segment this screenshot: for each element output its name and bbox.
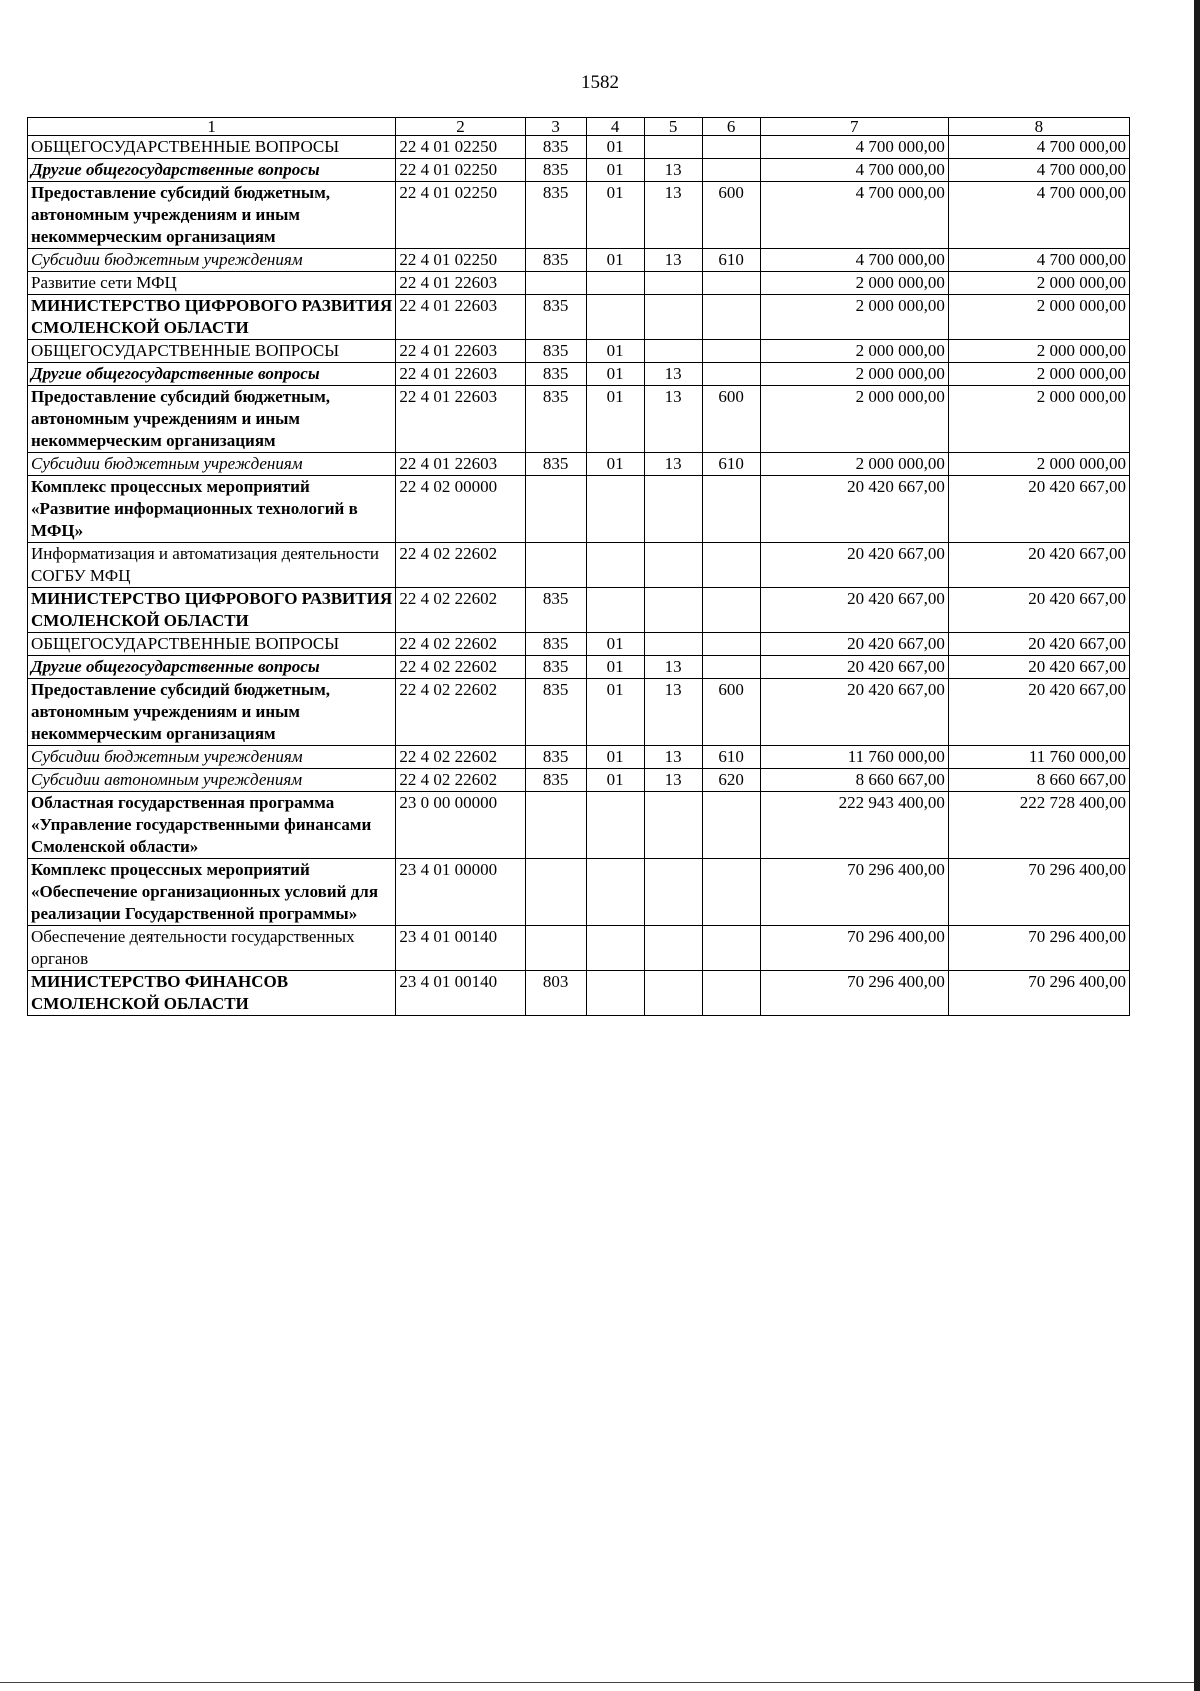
target-article-code: 22 4 01 02250 xyxy=(396,182,525,249)
ministry-code xyxy=(525,926,586,971)
amount-year-1: 2 000 000,00 xyxy=(760,340,948,363)
target-article-code: 22 4 01 22603 xyxy=(396,272,525,295)
table-row xyxy=(28,792,1130,859)
target-article-code: 22 4 01 22603 xyxy=(396,386,525,453)
amount-year-1: 20 420 667,00 xyxy=(760,633,948,656)
table-row xyxy=(28,859,1130,926)
table-row xyxy=(28,588,1130,633)
row-name: МИНИСТЕРСТВО ЦИФРОВОГО РАЗВИТИЯ СМОЛЕНСКОЙ ОБЛАСТИ xyxy=(28,295,396,340)
row-name: Предоставление субсидий бюджетным, автономным учреждениям и иным некоммерческим организациям xyxy=(28,679,396,746)
row-name: МИНИСТЕРСТВО ЦИФРОВОГО РАЗВИТИЯ СМОЛЕНСКОЙ ОБЛАСТИ xyxy=(28,588,396,633)
budget-table xyxy=(27,117,1130,1016)
amount-year-2: 2 000 000,00 xyxy=(948,340,1129,363)
column-header: 6 xyxy=(702,118,760,136)
expense-type-code xyxy=(702,363,760,386)
table-row xyxy=(28,453,1130,476)
section-code xyxy=(586,543,644,588)
table-row xyxy=(28,159,1130,182)
amount-year-2: 2 000 000,00 xyxy=(948,363,1129,386)
ministry-code: 835 xyxy=(525,159,586,182)
table-row xyxy=(28,746,1130,769)
expense-type-code xyxy=(702,272,760,295)
target-article-code: 22 4 01 22603 xyxy=(396,363,525,386)
amount-year-1: 20 420 667,00 xyxy=(760,543,948,588)
table-body xyxy=(28,136,1130,1016)
subsection-code: 13 xyxy=(644,386,702,453)
amount-year-2: 20 420 667,00 xyxy=(948,679,1129,746)
amount-year-1: 8 660 667,00 xyxy=(760,769,948,792)
target-article-code: 22 4 02 22602 xyxy=(396,656,525,679)
subsection-code: 13 xyxy=(644,453,702,476)
subsection-code xyxy=(644,272,702,295)
row-name: ОБЩЕГОСУДАРСТВЕННЫЕ ВОПРОСЫ xyxy=(28,136,396,159)
expense-type-code xyxy=(702,859,760,926)
row-name: Субсидии бюджетным учреждениям xyxy=(28,453,396,476)
ministry-code: 835 xyxy=(525,295,586,340)
table-row xyxy=(28,363,1130,386)
subsection-code xyxy=(644,340,702,363)
subsection-code: 13 xyxy=(644,159,702,182)
amount-year-1: 2 000 000,00 xyxy=(760,386,948,453)
target-article-code: 22 4 01 22603 xyxy=(396,453,525,476)
subsection-code xyxy=(644,295,702,340)
section-code xyxy=(586,295,644,340)
row-name: Комплекс процессных мероприятий «Обеспечение организационных условий для реализации Государственной программы» xyxy=(28,859,396,926)
ministry-code: 835 xyxy=(525,588,586,633)
amount-year-2: 4 700 000,00 xyxy=(948,136,1129,159)
expense-type-code xyxy=(702,633,760,656)
amount-year-2: 2 000 000,00 xyxy=(948,272,1129,295)
section-code xyxy=(586,272,644,295)
ministry-code: 835 xyxy=(525,769,586,792)
target-article-code: 22 4 02 22602 xyxy=(396,769,525,792)
table-row xyxy=(28,679,1130,746)
table-row xyxy=(28,543,1130,588)
target-article-code: 23 4 01 00140 xyxy=(396,971,525,1016)
scan-bottom-line xyxy=(0,1682,1194,1683)
ministry-code: 835 xyxy=(525,386,586,453)
subsection-code xyxy=(644,859,702,926)
amount-year-1: 70 296 400,00 xyxy=(760,926,948,971)
amount-year-2: 2 000 000,00 xyxy=(948,295,1129,340)
row-name: Комплекс процессных мероприятий «Развитие информационных технологий в МФЦ» xyxy=(28,476,396,543)
table-row xyxy=(28,926,1130,971)
expense-type-code: 600 xyxy=(702,386,760,453)
amount-year-2: 70 296 400,00 xyxy=(948,971,1129,1016)
page-number: 1582 xyxy=(581,72,619,93)
section-code xyxy=(586,971,644,1016)
table-header-row xyxy=(28,118,1130,136)
amount-year-1: 70 296 400,00 xyxy=(760,971,948,1016)
section-code xyxy=(586,859,644,926)
target-article-code: 22 4 01 02250 xyxy=(396,249,525,272)
subsection-code xyxy=(644,926,702,971)
table-row xyxy=(28,769,1130,792)
target-article-code: 22 4 02 22602 xyxy=(396,746,525,769)
section-code: 01 xyxy=(586,386,644,453)
row-name: Другие общегосударственные вопросы xyxy=(28,159,396,182)
expense-type-code xyxy=(702,543,760,588)
subsection-code: 13 xyxy=(644,656,702,679)
section-code: 01 xyxy=(586,340,644,363)
table-row xyxy=(28,656,1130,679)
ministry-code: 835 xyxy=(525,340,586,363)
column-header: 8 xyxy=(948,118,1129,136)
subsection-code: 13 xyxy=(644,249,702,272)
section-code: 01 xyxy=(586,182,644,249)
subsection-code xyxy=(644,588,702,633)
column-header: 5 xyxy=(644,118,702,136)
subsection-code xyxy=(644,792,702,859)
row-name: Субсидии бюджетным учреждениям xyxy=(28,249,396,272)
table-row xyxy=(28,340,1130,363)
amount-year-2: 20 420 667,00 xyxy=(948,588,1129,633)
amount-year-2: 20 420 667,00 xyxy=(948,656,1129,679)
column-header: 4 xyxy=(586,118,644,136)
table-row xyxy=(28,476,1130,543)
section-code: 01 xyxy=(586,249,644,272)
subsection-code: 13 xyxy=(644,746,702,769)
subsection-code xyxy=(644,476,702,543)
ministry-code xyxy=(525,543,586,588)
expense-type-code: 600 xyxy=(702,679,760,746)
amount-year-2: 70 296 400,00 xyxy=(948,859,1129,926)
table-row xyxy=(28,249,1130,272)
subsection-code: 13 xyxy=(644,182,702,249)
amount-year-1: 20 420 667,00 xyxy=(760,476,948,543)
ministry-code: 835 xyxy=(525,363,586,386)
expense-type-code: 610 xyxy=(702,249,760,272)
target-article-code: 22 4 01 22603 xyxy=(396,295,525,340)
row-name: Развитие сети МФЦ xyxy=(28,272,396,295)
expense-type-code xyxy=(702,926,760,971)
row-name: Другие общегосударственные вопросы xyxy=(28,363,396,386)
ministry-code: 835 xyxy=(525,453,586,476)
section-code: 01 xyxy=(586,633,644,656)
row-name: МИНИСТЕРСТВО ФИНАНСОВ СМОЛЕНСКОЙ ОБЛАСТИ xyxy=(28,971,396,1016)
subsection-code xyxy=(644,543,702,588)
section-code: 01 xyxy=(586,363,644,386)
scan-edge xyxy=(1194,0,1200,1691)
expense-type-code xyxy=(702,588,760,633)
amount-year-2: 20 420 667,00 xyxy=(948,476,1129,543)
row-name: ОБЩЕГОСУДАРСТВЕННЫЕ ВОПРОСЫ xyxy=(28,340,396,363)
row-name: Обеспечение деятельности государственных органов xyxy=(28,926,396,971)
table-row xyxy=(28,272,1130,295)
amount-year-1: 20 420 667,00 xyxy=(760,656,948,679)
expense-type-code xyxy=(702,295,760,340)
amount-year-1: 2 000 000,00 xyxy=(760,363,948,386)
column-header: 3 xyxy=(525,118,586,136)
expense-type-code xyxy=(702,136,760,159)
amount-year-1: 4 700 000,00 xyxy=(760,159,948,182)
target-article-code: 22 4 02 22602 xyxy=(396,588,525,633)
section-code: 01 xyxy=(586,136,644,159)
table-row xyxy=(28,136,1130,159)
table-row xyxy=(28,386,1130,453)
target-article-code: 22 4 01 22603 xyxy=(396,340,525,363)
target-article-code: 22 4 02 00000 xyxy=(396,476,525,543)
section-code: 01 xyxy=(586,159,644,182)
amount-year-1: 4 700 000,00 xyxy=(760,182,948,249)
ministry-code: 835 xyxy=(525,633,586,656)
section-code: 01 xyxy=(586,453,644,476)
row-name: ОБЩЕГОСУДАРСТВЕННЫЕ ВОПРОСЫ xyxy=(28,633,396,656)
row-name: Другие общегосударственные вопросы xyxy=(28,656,396,679)
expense-type-code: 610 xyxy=(702,746,760,769)
row-name: Предоставление субсидий бюджетным, автономным учреждениям и иным некоммерческим организациям xyxy=(28,386,396,453)
section-code: 01 xyxy=(586,746,644,769)
expense-type-code xyxy=(702,792,760,859)
section-code: 01 xyxy=(586,769,644,792)
section-code xyxy=(586,588,644,633)
ministry-code xyxy=(525,859,586,926)
ministry-code xyxy=(525,272,586,295)
amount-year-2: 2 000 000,00 xyxy=(948,386,1129,453)
target-article-code: 23 4 01 00000 xyxy=(396,859,525,926)
expense-type-code: 620 xyxy=(702,769,760,792)
subsection-code xyxy=(644,136,702,159)
expense-type-code: 610 xyxy=(702,453,760,476)
amount-year-1: 11 760 000,00 xyxy=(760,746,948,769)
amount-year-1: 70 296 400,00 xyxy=(760,859,948,926)
ministry-code xyxy=(525,792,586,859)
target-article-code: 23 0 00 00000 xyxy=(396,792,525,859)
table-row xyxy=(28,971,1130,1016)
column-header: 1 xyxy=(28,118,396,136)
amount-year-2: 4 700 000,00 xyxy=(948,182,1129,249)
row-name: Предоставление субсидий бюджетным, автономным учреждениям и иным некоммерческим организациям xyxy=(28,182,396,249)
amount-year-1: 2 000 000,00 xyxy=(760,453,948,476)
expense-type-code xyxy=(702,971,760,1016)
subsection-code: 13 xyxy=(644,363,702,386)
section-code xyxy=(586,926,644,971)
target-article-code: 22 4 02 22602 xyxy=(396,633,525,656)
expense-type-code xyxy=(702,159,760,182)
amount-year-1: 4 700 000,00 xyxy=(760,249,948,272)
expense-type-code: 600 xyxy=(702,182,760,249)
amount-year-2: 4 700 000,00 xyxy=(948,159,1129,182)
row-name: Субсидии автономным учреждениям xyxy=(28,769,396,792)
ministry-code: 835 xyxy=(525,656,586,679)
amount-year-1: 20 420 667,00 xyxy=(760,679,948,746)
amount-year-1: 2 000 000,00 xyxy=(760,295,948,340)
target-article-code: 22 4 01 02250 xyxy=(396,159,525,182)
amount-year-2: 20 420 667,00 xyxy=(948,633,1129,656)
section-code xyxy=(586,792,644,859)
ministry-code: 835 xyxy=(525,136,586,159)
target-article-code: 23 4 01 00140 xyxy=(396,926,525,971)
section-code: 01 xyxy=(586,656,644,679)
amount-year-2: 20 420 667,00 xyxy=(948,543,1129,588)
table-row xyxy=(28,633,1130,656)
amount-year-2: 70 296 400,00 xyxy=(948,926,1129,971)
table-row xyxy=(28,295,1130,340)
expense-type-code xyxy=(702,656,760,679)
column-header: 2 xyxy=(396,118,525,136)
section-code: 01 xyxy=(586,679,644,746)
amount-year-1: 4 700 000,00 xyxy=(760,136,948,159)
amount-year-1: 222 943 400,00 xyxy=(760,792,948,859)
row-name: Субсидии бюджетным учреждениям xyxy=(28,746,396,769)
amount-year-2: 2 000 000,00 xyxy=(948,453,1129,476)
amount-year-1: 20 420 667,00 xyxy=(760,588,948,633)
target-article-code: 22 4 02 22602 xyxy=(396,679,525,746)
amount-year-1: 2 000 000,00 xyxy=(760,272,948,295)
expense-type-code xyxy=(702,476,760,543)
subsection-code xyxy=(644,633,702,656)
amount-year-2: 11 760 000,00 xyxy=(948,746,1129,769)
section-code xyxy=(586,476,644,543)
target-article-code: 22 4 01 02250 xyxy=(396,136,525,159)
subsection-code: 13 xyxy=(644,769,702,792)
ministry-code: 835 xyxy=(525,746,586,769)
row-name: Областная государственная программа «Управление государственными финансами Смоленской области» xyxy=(28,792,396,859)
ministry-code: 835 xyxy=(525,679,586,746)
subsection-code: 13 xyxy=(644,679,702,746)
ministry-code: 803 xyxy=(525,971,586,1016)
ministry-code xyxy=(525,476,586,543)
subsection-code xyxy=(644,971,702,1016)
amount-year-2: 222 728 400,00 xyxy=(948,792,1129,859)
amount-year-2: 8 660 667,00 xyxy=(948,769,1129,792)
table-row xyxy=(28,182,1130,249)
amount-year-2: 4 700 000,00 xyxy=(948,249,1129,272)
expense-type-code xyxy=(702,340,760,363)
column-header: 7 xyxy=(760,118,948,136)
ministry-code: 835 xyxy=(525,182,586,249)
ministry-code: 835 xyxy=(525,249,586,272)
target-article-code: 22 4 02 22602 xyxy=(396,543,525,588)
row-name: Информатизация и автоматизация деятельности СОГБУ МФЦ xyxy=(28,543,396,588)
